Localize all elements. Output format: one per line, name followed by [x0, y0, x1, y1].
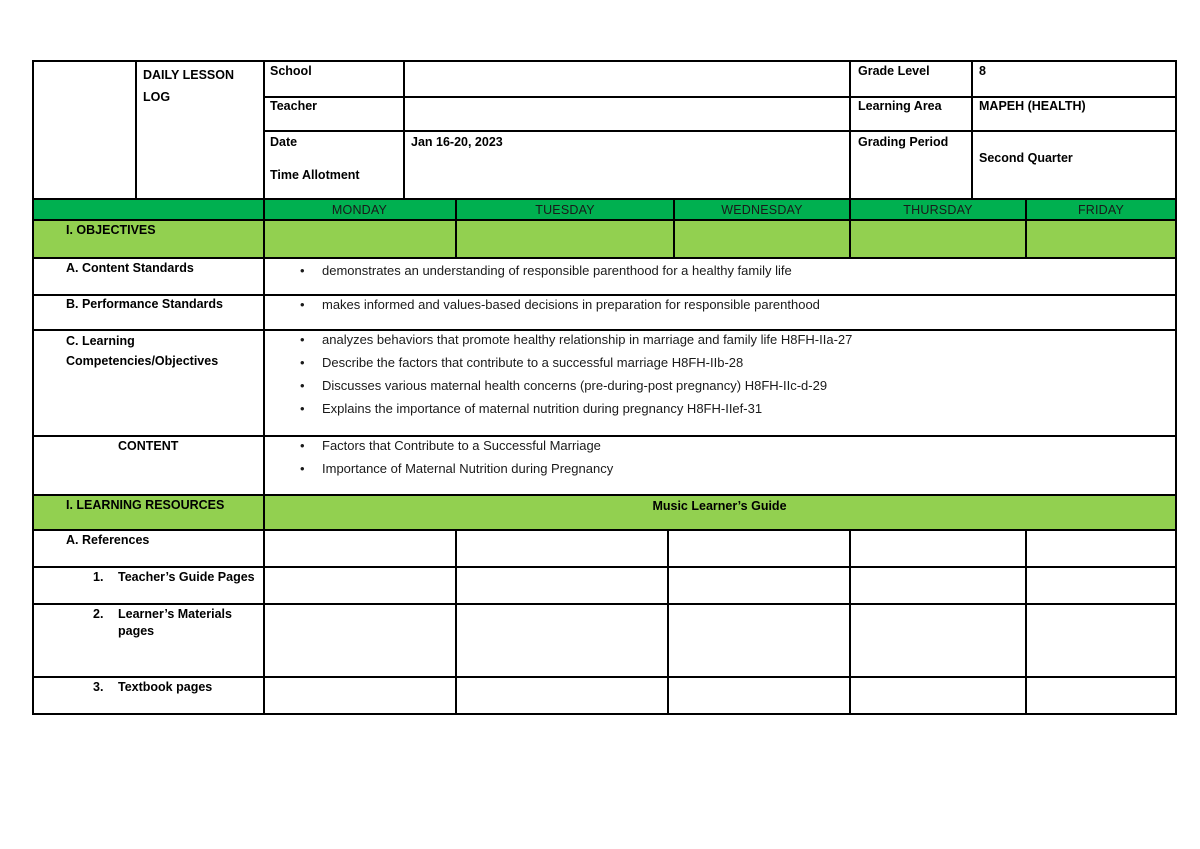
header-divider-2 [263, 60, 265, 200]
col-fri-top [1025, 198, 1027, 258]
list-item: • makes informed and values-based decisions in preparation for responsible parenthood [264, 293, 1174, 316]
header-left-border [32, 60, 34, 200]
list-item: • Describe the factors that contribute to a successful marriage H8FH-IIb-28 [264, 351, 1174, 374]
day-monday: MONDAY [331, 203, 388, 217]
objectives-heading: I. OBJECTIVES [66, 223, 156, 237]
log-title: DAILY LESSON LOG [143, 68, 234, 104]
row-line-lm-bottom [32, 676, 1176, 678]
content-label: CONTENT [118, 439, 179, 453]
lm-label: Learner’s Materials pages [118, 607, 232, 638]
col-thu-top [849, 198, 851, 258]
grade-level-value: 8 [979, 64, 986, 78]
time-allotment-label: Time Allotment [270, 168, 360, 182]
performance-standards-cell [264, 293, 1174, 316]
body-right-border [1175, 198, 1177, 715]
performance-standards-list [264, 293, 1174, 316]
col-thu-refs [849, 529, 851, 715]
header-divider-5 [971, 60, 973, 200]
body-left-border [32, 198, 34, 715]
row-line-references-bottom [32, 566, 1176, 568]
content-list [264, 434, 1174, 480]
col-tue-top [455, 198, 457, 258]
day-tuesday: TUESDAY [535, 203, 595, 217]
grading-period-value: Second Quarter [979, 151, 1073, 165]
col-tue-refs [455, 529, 457, 715]
row-line-tg-bottom [32, 603, 1176, 605]
learner-guide-title: Music Learner’s Guide [652, 499, 787, 513]
tg-label: Teacher’s Guide Pages [118, 570, 255, 584]
competencies-label: C. Learning Competencies/Objectives [66, 334, 219, 368]
row-line-days-bottom [32, 219, 1176, 221]
references-label: A. References [66, 533, 150, 547]
list-item: • Explains the importance of maternal nutrition during pregnancy H8FH-IIef-31 [264, 397, 1174, 420]
school-label: School [270, 64, 312, 78]
col-wed-top [673, 198, 675, 258]
date-label: Date [270, 135, 298, 149]
content-cell [264, 434, 1174, 480]
list-item: • demonstrates an understanding of responsible parenthood for a healthy family life [264, 259, 1174, 282]
body-left-border-redraw [32, 494, 34, 531]
col-fri-refs [1025, 529, 1027, 715]
learning-area-value: MAPEH (HEALTH) [979, 99, 1086, 113]
teacher-label: Teacher [270, 99, 318, 113]
tg-number: 1. [93, 570, 104, 584]
row-line-table-bottom [32, 713, 1176, 715]
competencies-list [264, 328, 1174, 420]
learning-area-label: Learning Area [858, 99, 942, 113]
list-item: • Factors that Contribute to a Successful Marriage [264, 434, 1174, 457]
resources-heading: I. LEARNING RESOURCES [66, 498, 225, 512]
grading-period-label: Grading Period [858, 135, 949, 149]
textbook-label: Textbook pages [118, 680, 213, 694]
col-wed-refs [667, 529, 669, 715]
day-wednesday: WEDNESDAY [721, 203, 803, 217]
content-standards-list [264, 259, 1174, 282]
list-item: • Importance of Maternal Nutrition during Pregnancy [264, 457, 1174, 480]
content-standards-cell [264, 259, 1174, 282]
competencies-cell [264, 328, 1174, 420]
header-right-border [1175, 60, 1177, 200]
grade-level-label: Grade Level [858, 64, 930, 78]
list-item: • analyzes behaviors that promote healthy relationship in marriage and family life H8FH-IIa-27 [264, 328, 1174, 351]
header-row2-border [263, 130, 1176, 132]
content-standards-label: A. Content Standards [66, 261, 194, 275]
performance-standards-label: B. Performance Standards [66, 297, 223, 311]
lm-number: 2. [93, 607, 104, 621]
list-item: • Discusses various maternal health concerns (pre-during-post pregnancy) H8FH-IIc-d-29 [264, 374, 1174, 397]
header-divider-4 [849, 60, 851, 200]
header-divider-3 [403, 60, 405, 200]
day-friday: FRIDAY [1077, 203, 1125, 217]
row-line-resources-bottom-redraw [32, 529, 1176, 531]
textbook-number: 3. [93, 680, 104, 694]
header-divider-1 [135, 60, 137, 200]
objectives-band [33, 220, 1176, 258]
body-right-border-redraw [1175, 494, 1177, 531]
date-value: Jan 16-20, 2023 [411, 135, 503, 149]
day-thursday: THURSDAY [903, 203, 973, 217]
header-top-border [32, 60, 1176, 62]
